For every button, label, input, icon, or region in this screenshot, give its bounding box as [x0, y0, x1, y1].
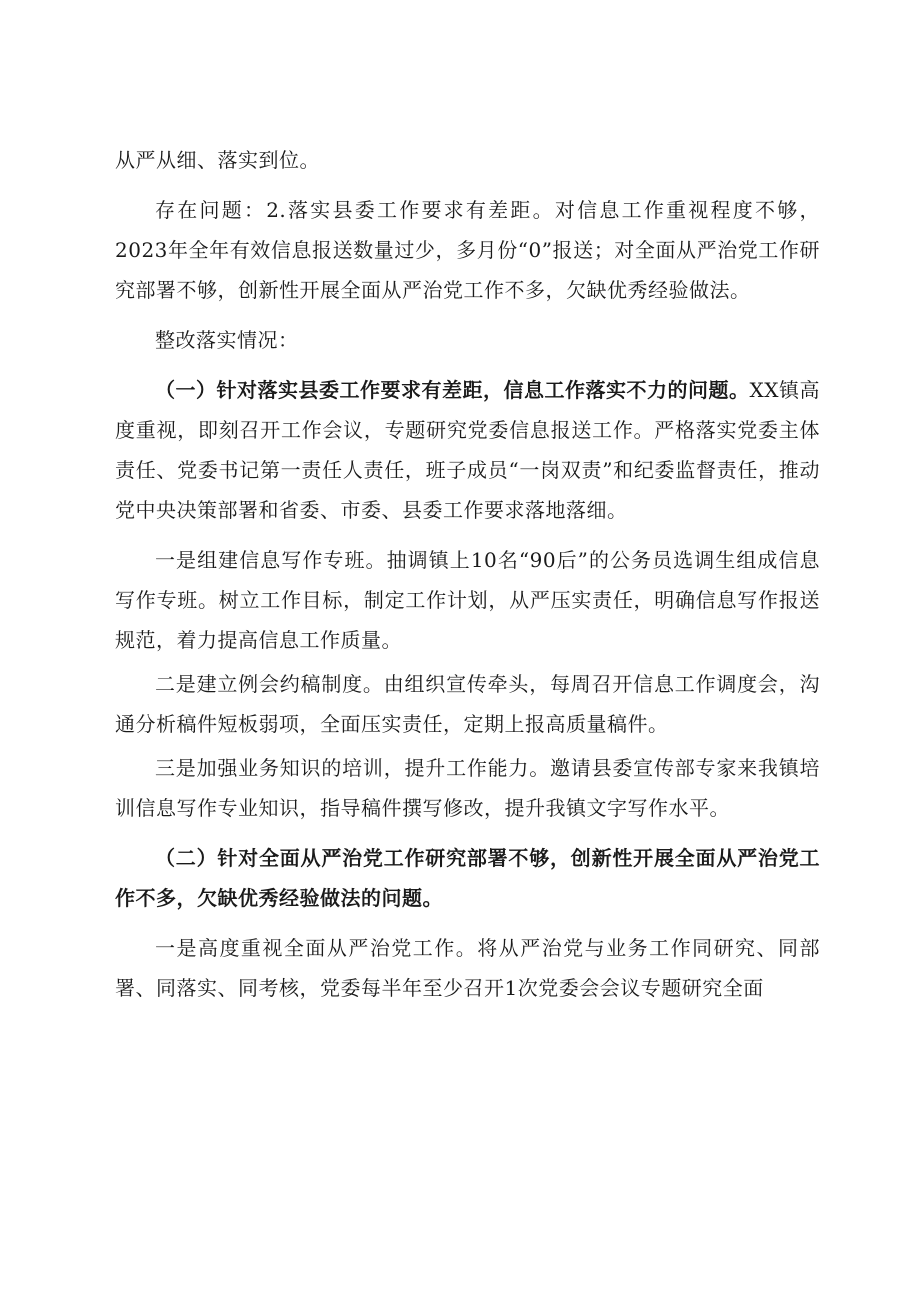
paragraph-existing-problem: 存在问题：2.落实县委工作要求有差距。对信息工作重视程度不够，2023年全年有效信息报送数量过少，多月份“0”报送；对全面从严治党工作研究部署不够，创新性开展全面从严治党工作不多，欠缺优秀经验做法。	[115, 198, 820, 302]
paragraph-section-two-measure-one: 一是高度重视全面从严治党工作。将从严治党与业务工作同研究、同部署、同落实、同考核，党委每半年至少召开1次党委会会议专题研究全面	[115, 936, 820, 1000]
paragraph-measure-one: 一是组建信息写作专班。抽调镇上10名“90后”的公务员选调生组成信息写作专班。树立工作目标，制定工作计划，从严压实责任，明确信息写作报送规范，着力提高信息工作质量。	[115, 548, 820, 652]
section-two-heading: （二）针对全面从严治党工作研究部署不够，创新性开展全面从严治党工作不多，欠缺优秀经验做法的问题。	[115, 846, 820, 910]
paragraph-rectification-label: 整改落实情况：	[155, 328, 299, 352]
paragraph-measure-two: 二是建立例会约稿制度。由组织宣传牵头，每周召开信息工作调度会，沟通分析稿件短板弱项，全面压实责任，定期上报高质量稿件。	[115, 672, 820, 736]
section-one-body: XX镇高度重视，即刻召开工作会议，专题研究党委信息报送工作。严格落实党委主体责任、党委书记第一责任人责任，班子成员“一岗双责”和纪委监督责任，推动党中央决策部署和省委、市委、县委工作要求落地落细。	[115, 378, 820, 522]
document-page	[115, 140, 820, 1008]
paragraph-section-one	[115, 370, 820, 530]
paragraph-continuation: 从严从细、落实到位。	[115, 148, 320, 172]
section-one-heading: （一）针对落实县委工作要求有差距，信息工作落实不力的问题。	[155, 378, 750, 402]
paragraph-measure-three: 三是加强业务知识的培训，提升工作能力。邀请县委宣传部专家来我镇培训信息写作专业知识，指导稿件撰写修改，提升我镇文字写作水平。	[115, 756, 820, 820]
